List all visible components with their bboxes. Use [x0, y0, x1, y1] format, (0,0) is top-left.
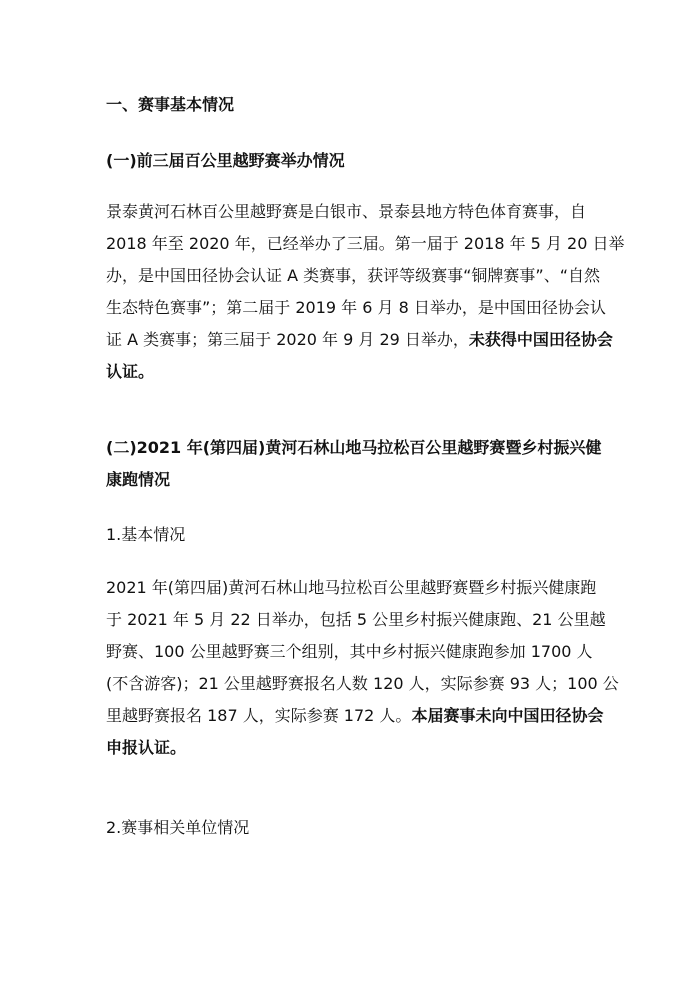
paragraph-previous-editions	[106, 196, 625, 388]
paragraph-line	[106, 700, 604, 732]
paragraph-text: 证 A 类赛事；第三届于 2020 年 9 月 29 日举办，	[106, 330, 469, 349]
paragraph-line: 2021 年(第四届)黄河石林山地马拉松百公里越野赛暨乡村振兴健康跑	[106, 578, 597, 597]
section-heading: 一、赛事基本情况	[106, 95, 235, 114]
item-heading-2: 2.赛事相关单位情况	[106, 818, 250, 837]
heading-line: 康跑情况	[106, 470, 171, 489]
paragraph-line: 2018 年至 2020 年，已经举办了三届。第一届于 2018 年 5 月 20 日举	[106, 234, 625, 253]
paragraph-line: 生态特色赛事”；第二届于 2019 年 6 月 8 日举办，是中国田径协会认	[106, 298, 606, 317]
paragraph-line	[106, 324, 613, 356]
bold-emphasis-line: 认证。	[106, 362, 155, 381]
paragraph-line: 野赛、100 公里越野赛三个组别，其中乡村振兴健康跑参加 1700 人	[106, 642, 593, 661]
item-heading-1: 1.基本情况	[106, 525, 186, 544]
paragraph-fourth-edition	[106, 572, 619, 764]
paragraph-line: 办，是中国田径协会认证 A 类赛事，获评等级赛事“铜牌赛事”、“自然	[106, 266, 600, 285]
bold-emphasis: 未获得中国田径协会	[468, 330, 613, 349]
paragraph-text: 里越野赛报名 187 人，实际参赛 172 人。	[106, 706, 412, 725]
bold-emphasis: 本届赛事未向中国田径协会	[411, 706, 604, 725]
bold-emphasis-line: 申报认证。	[106, 738, 187, 757]
paragraph-line: (不含游客)；21 公里越野赛报名人数 120 人，实际参赛 93 人；100 公	[106, 674, 619, 693]
subsection-heading-2	[106, 432, 602, 496]
paragraph-line: 于 2021 年 5 月 22 日举办，包括 5 公里乡村振兴健康跑、21 公里越	[106, 610, 606, 629]
subsection-heading-1: (一)前三届百公里越野赛举办情况	[106, 151, 345, 170]
paragraph-line: 景泰黄河石林百公里越野赛是白银市、景泰县地方特色体育赛事，自	[106, 202, 587, 221]
heading-line: (二)2021 年(第四届)黄河石林山地马拉松百公里越野赛暨乡村振兴健	[106, 438, 602, 457]
